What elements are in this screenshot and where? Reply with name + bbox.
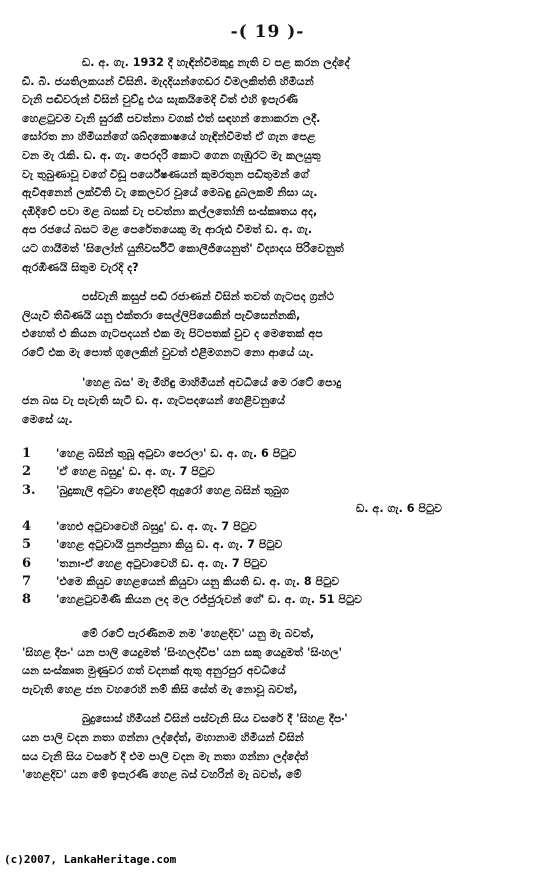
footnote-number: 8 [22, 591, 32, 607]
paragraph-5 [22, 710, 513, 784]
footnote-item [22, 463, 513, 481]
text-line: පස්වැනි කසුප් පඬි රජාණන් විසින් තවත් ගැටපද ග්‍රන්ථ [82, 290, 335, 304]
text-line: අප රජයේ බසට මළ පෙරේතයෙකු මැ ආරුඪ වීමත් ඩ. අ. ගැ. [22, 223, 313, 237]
paragraph-3 [22, 374, 513, 430]
footnote-text: 'තනඃ-ඒ හෙළ අටුවාවෙහි ඩ. අ. ගැ. 7 පිටුව [56, 556, 268, 570]
paragraph-4 [22, 625, 513, 699]
text-line: ඩ. අ. ගැ. 1932 දී හැඳින්වීමකුදු නැති ව පළ කරන ලද්දේ [82, 56, 350, 69]
text-line: වන මැ රැකි. ඩ. අ. ගැ. පෙරදරි කොට ගෙන ගැඹුරට මැ කලයුතු [22, 148, 321, 162]
footnote-item [22, 591, 513, 609]
footnote-item [22, 555, 513, 573]
text-line: එහෙත් එ කියන ගැටපදයන් එක මැ පිටපතක් වුව ද මෙතෙක් අප [22, 327, 323, 341]
text-line: යට ගායීමත් 'සිලෝන් යුනිවර්සිටි කොලීජියෙනුත්' විද්‍යාදය පිරිවෙනුත් [22, 241, 344, 255]
text-line: සෝරත නා හිමියන්ගේ ශබ්දකොෂයේ හැඳින්වීමත් ඒ ගැන පෙළ [22, 130, 316, 144]
text-line: ලියැවී තිබිණයි යනු එක්තරා සෙල්ලිපියෙකින් පැවිසෙන්නකි, [22, 308, 301, 322]
text-line: දඹිදිවේ පවා මළ බසක් වැ පවත්නා කල්ලතෝනි සංස්කෘතය අද, [22, 204, 318, 218]
footnote-item [22, 536, 513, 554]
text-line: 'සිහළ දීපං' යන පාලි යෙදුමත් 'සිංහලද්වීප' යන සකු යෙදුමත් 'සිංහල' [22, 645, 343, 659]
footnote-number: 3. [22, 482, 36, 498]
footnote-item [22, 518, 513, 536]
footnote-number: 2 [22, 464, 32, 480]
paragraph-1 [22, 54, 513, 277]
text-line: ජන බස වැ පැවැති සැටි ඩ. අ. ගැටපදයෙන් හෙළිවනුයේ [22, 394, 286, 408]
text-line: මෙසේ යැ. [22, 412, 73, 426]
text-line: 'හෙළදිව' යන මේ ඉපැරණි හෙළ බස් වහරින් මැ බවත්, මේ [22, 768, 302, 782]
footnote-item [22, 445, 513, 463]
footnote-number: 5 [22, 537, 32, 553]
text-line: මේ රටේ පැරණිනම නම 'හෙළදිව' යනු මැ බවත්, [82, 627, 315, 641]
paragraph-2 [22, 288, 513, 362]
footnote-number: 7 [22, 573, 32, 589]
text-line: රටේ එක මැ පොත් ගුලෙකින් වුවත් එළිමගනට නො ආයේ යැ. [22, 345, 314, 359]
footnote-item [22, 482, 513, 500]
text-line: ඩී. බී. ජයතිලකයන් විසිනි. මැදදියන්ගෙඩර විමලකිත්ති හිමියන් [22, 74, 314, 88]
text-line: ඇරඹිණයි සිතුම වැරදි ද? [22, 260, 139, 274]
footnote-text: 'හෙළ අටුවායි පුනප්පුනා කියු ඩ. අ. ගැ. 7 පිටුව [56, 538, 283, 552]
text-line: සය වැනි සිය වසරේ දී එම පාලි වදන මැ නතා ගන්නා ලද්දේත් [22, 749, 309, 763]
text-line: හෙළටුවම වැනි සුරකී පවත්නා වගක් එත් සඳහන් නොකරන ලදී. [22, 111, 321, 125]
text-line: වැනි පඬිවරුන් විසින් චුව්දු එය සැකයිමෙදි විත් එහි ඉපැරණි [22, 93, 299, 107]
text-line: යන සංස්කෘත මුණුවර ගත් වදනක් ඇතු අනුරපුර අවධියේ [22, 664, 286, 678]
text-line: පැවැති හෙළ ජන වහරෙහි නම් කිසි සේත් මැ නොවූ බවත්, [22, 682, 298, 696]
page-number: -( 19 )- [230, 22, 305, 42]
footnote-number: 4 [22, 519, 32, 535]
text-line: බුදුඝොස් හිමියන් විසින් පස්වැනි සිය වසරේ දී 'සිහළ දීපං' [82, 712, 348, 726]
footnote-list [22, 445, 513, 609]
text-line: යන පාලි වදන නතා ගන්නා ලද්දේත්, මහානාම හිමියන් විසින් [22, 731, 304, 745]
footnote-text: 'හෙළ බසින් තුබූ අටුවා පෙරලා' ඩ. අ. ගැ. 6 පිටුව [56, 447, 297, 461]
footnote-number: 1 [22, 446, 32, 462]
footnote-number: 6 [22, 555, 32, 571]
text-line: වැ තුබුණාවූ වගේ විඩූ පර්යේෂණයන් කුමරතුන පඩිතුමන් ගේ [22, 167, 309, 181]
footnote-text: 'හෙළටුවමිණි කියන ලද මල රජ්ජුරුවන් ගේ' ඩ. අ. ගැ. 51 පිටුව [56, 592, 363, 606]
footnote-text: ඩ. අ. ගැ. 6 පිටුව [356, 501, 443, 515]
footnote-text: 'එමෙ කියුව හෙළයෙන් කියුවා යනු කියති ඩ. අ. ගැ. 8 පිටුව [56, 574, 340, 588]
footnote-item [22, 573, 513, 591]
footnote-text: 'හෙළු අටුවාවෙහි බසුදු' ඩ. අ. ගැ. 7 පිටුව [56, 520, 257, 534]
text-line: 'හෙළ බස' මැ මිහිඳු මාහිමියන් අවධියේ මෙ රටේ පොදු [82, 375, 342, 389]
text-line: ඇවිඅනෙන් ලක්විති වැ කෙලවර වූයේ මෙබඳු දුබලකම් නිසා යැ. [22, 186, 318, 200]
footnote-text: 'ඒ හෙළ බසුදු' ඩ. අ. ගැ. 7 පිටුව [56, 465, 215, 479]
copyright-credit: (c)2007, LankaHeritage.com [4, 853, 177, 866]
footnote-continuation [22, 500, 513, 518]
footnote-text: 'බුදුකැලි අටුවා හෙළදිව් ඇදුරෝ හෙළ බසින් තුබුග [56, 483, 290, 497]
